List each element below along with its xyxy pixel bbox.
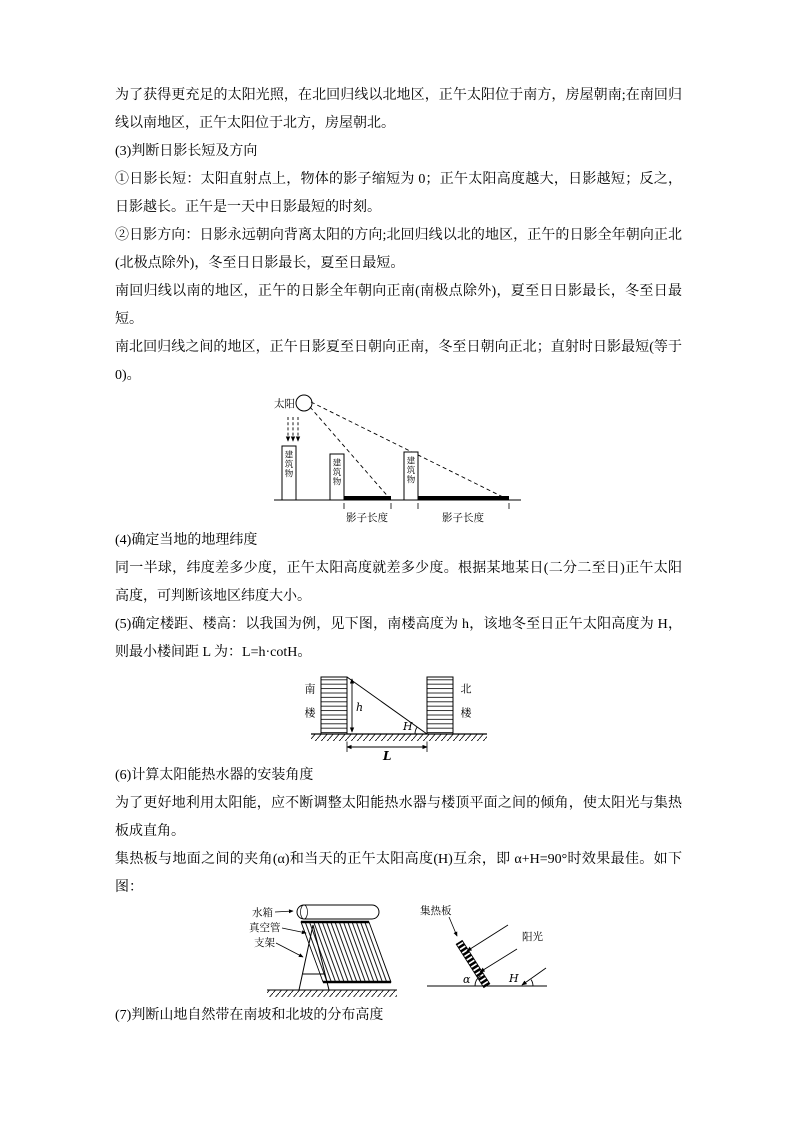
shadow-extent-ticks [344,503,509,509]
figure-shadow-diagram [115,390,682,527]
north-building-label: 北楼 [458,683,471,731]
shadow-length-label: 影子长度 [346,513,388,524]
tank-leader-line [275,911,293,912]
heading-3-shadow: (3)判断日影长短及方向 [115,144,258,159]
solar-heater-svg [249,902,549,1002]
vacuum-tube-label: 真空管 [248,923,280,934]
heading-4-latitude: (4)确定当地的地理纬度 [115,533,258,548]
paragraph-heater-angle: 集热板与地面之间的夹角(α)和当天的正午太阳高度(H)互余，即 α+H=90°时效果最佳。如下图： [115,852,682,895]
building-distance-svg [299,669,499,762]
sun [274,395,312,411]
shadow-bar-3 [418,496,509,500]
south-building-label: 南楼 [302,683,315,731]
heater-assembly [249,905,397,997]
building-label: 建筑物 [284,450,294,479]
shadow-bar-2 [344,496,391,500]
roof-hatch [267,991,397,998]
collector-leader-line [449,917,457,936]
ground-hatch [311,735,487,742]
shadow-length-label: 影子长度 [442,513,484,524]
sunlight-label: 阳光 [521,932,543,943]
tube-leader-line [282,928,306,933]
water-tank [297,905,379,919]
sun-altitude-arc [414,727,416,734]
building-label: 建筑物 [406,456,416,485]
collector-plate-label: 集热板 [419,906,451,917]
building-1 [282,446,296,500]
sun-altitude-label: H [508,972,519,985]
water-tank-label: 水箱 [251,908,273,919]
height-label: h [355,701,363,714]
building-label: 建筑物 [332,458,342,487]
paragraph-house-orientation: 为了获得更充足的太阳光照，在北回归线以北地区，正午太阳位于南方，房屋朝南;在南回归线以南地区，正午太阳位于北方，房屋朝北。 [115,88,682,131]
sun-icon [296,395,312,411]
north-building [427,677,453,734]
paragraph-between-tropics: 南北回归线之间的地区，正午日影夏至日朝向正南，冬至日朝向正北；直射时日影最短(等于0)。 [115,340,682,383]
alpha-label: α [462,973,470,986]
sun-altitude-arc [531,980,533,986]
distance-label: L [382,749,391,762]
paragraph-heater-tilt: 为了更好地利用太阳能，应不断调整太阳能热水器与楼顶平面之间的倾角，使太阳光与集热板成直角。 [115,796,682,839]
figure-solar-heater [115,902,682,1002]
sun-altitude-label: H [402,720,413,733]
bracket-label: 支架 [253,938,275,949]
building-2 [330,454,344,500]
paragraph-latitude: 同一半球，纬度差多少度，正午太阳高度就差多少度。根据某地某日(二分二至日)正午太阳高度，可判断该地区纬度大小。 [115,561,682,604]
building-3 [404,452,418,500]
paragraph-shadow-length: ①日影长短：太阳直射点上，物体的影子缩短为 0；正午太阳高度越大，日影越短；反之，日影越长。正午是一天中日影最短的时刻。 [115,172,682,215]
paragraph-building-distance: (5)确定楼距、楼高：以我国为例，见下图，南楼高度为 h，该地冬至日正午太阳高度为 H，则最小楼间距 L 为：L=h·cotH。 [115,617,682,660]
paragraph-south-tropic: 南回归线以南的地区，正午的日影全年朝向正南(南极点除外)，夏至日日影最长，冬至日最短。 [115,284,682,327]
paragraph-shadow-direction: ②日影方向：日影永远朝向背离太阳的方向;北回归线以北的地区，正午的日影全年朝向正北(北极点除外)，冬至日日影最长，夏至日最短。 [115,228,682,271]
vertical-sun-rays [288,417,298,441]
heading-6-heater: (6)计算太阳能热水器的安装角度 [115,768,314,783]
heading-7-mountain: (7)判断山地自然带在南坡和北坡的分布高度 [115,1008,384,1023]
collector-angle-diagram [420,904,547,988]
figure-building-distance [115,669,682,762]
shadow-diagram-svg [266,390,531,527]
bracket-leader-line [276,943,303,957]
sun-label: 太阳 [274,399,295,410]
south-building [321,677,347,734]
